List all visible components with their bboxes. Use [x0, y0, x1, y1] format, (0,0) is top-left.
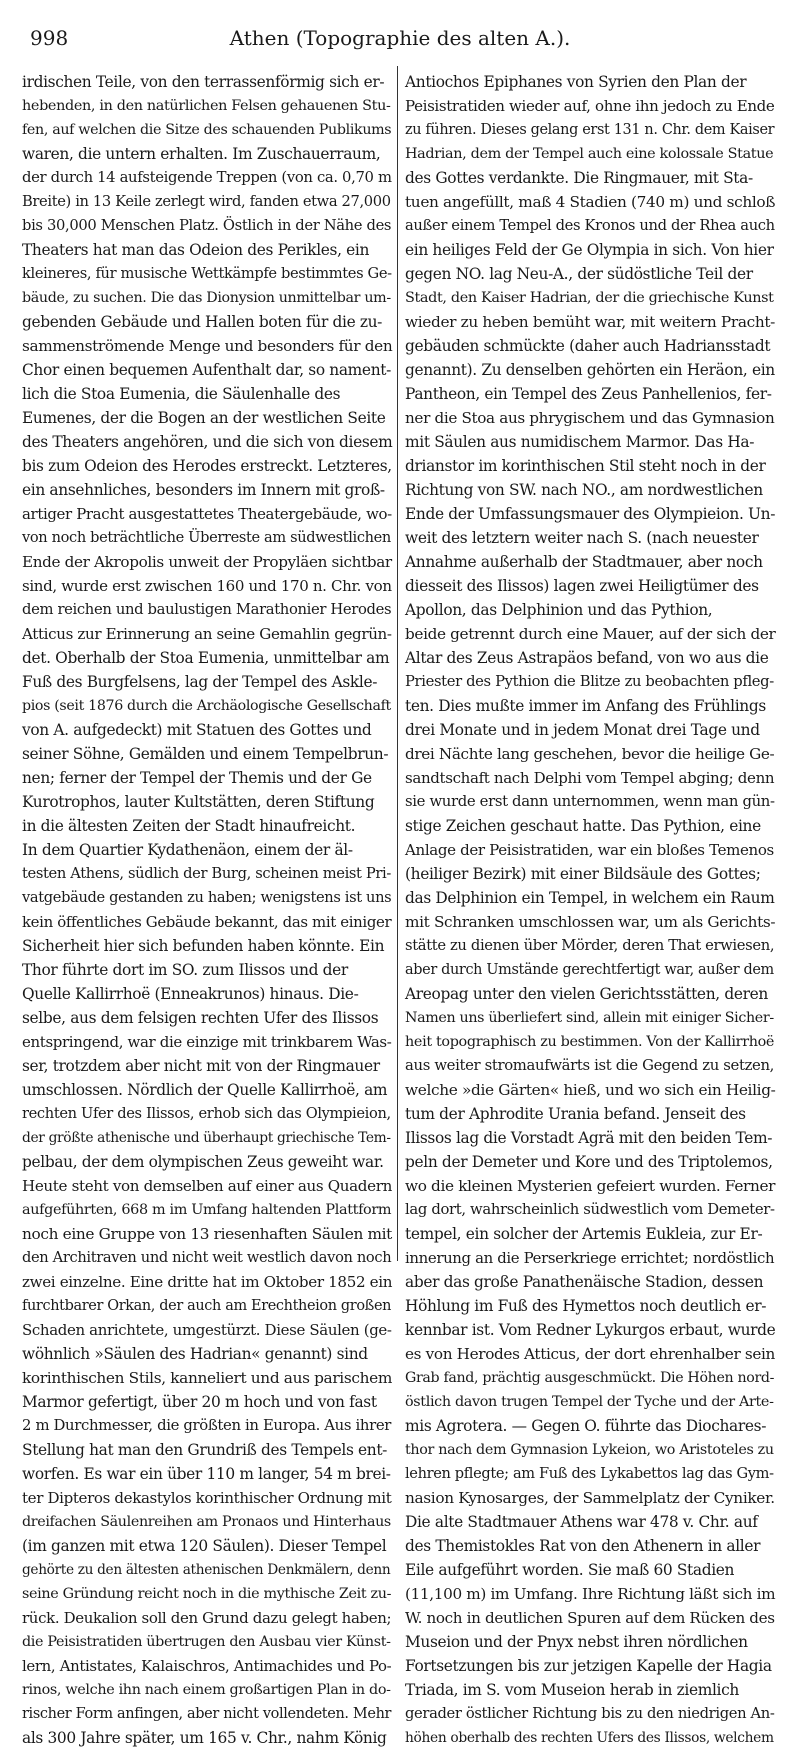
text-line: in die ältesten Zeiten der Stadt hinaufreicht.	[22, 817, 356, 835]
text-line: pelbau, der dem olympischen Zeus geweiht war.	[22, 1153, 384, 1171]
text-line: Apollon, das Delphinion und das Pythion,	[405, 601, 713, 619]
text-line: zu führen. Dieses gelang erst 131 n. Chr. dem Kaiser	[405, 122, 775, 138]
text-line: korinthischen Stils, kanneliert und aus parischem	[22, 1369, 392, 1387]
column-divider	[397, 66, 398, 1261]
text-line: östlich davon trugen Tempel der Tyche und der Arte-	[405, 1394, 774, 1410]
text-line: Theaters hat man das Odeion des Perikles, ein	[22, 241, 370, 259]
text-line: Altar des Zeus Astrapäos befand, von wo aus die	[405, 649, 769, 667]
text-line: heit topographisch zu bestimmen. Von der Kallirrhoë	[405, 1034, 775, 1050]
text-line: Chor einen bequemen Aufenthalt dar, so nament-	[22, 361, 391, 379]
text-line: peln der Demeter und Kore und des Triptolemos,	[405, 1153, 773, 1171]
text-line: selbe, aus dem felsigen rechten Ufer des Ilissos	[22, 1009, 379, 1027]
text-line: umschlossen. Nördlich der Quelle Kallirrhoë, am	[22, 1081, 388, 1099]
text-line: von noch beträchtliche Überreste am südwestlichen	[22, 529, 391, 546]
text-line: zwei einzelne. Eine dritte hat im Oktober 1852 ein	[22, 1273, 393, 1291]
text-line: Triada, im S. vom Museion herab in ziemlich	[405, 1681, 739, 1699]
text-line: es von Herodes Atticus, der dort ehrenhalber sein	[405, 1345, 776, 1363]
text-line: gegen NO. lag Neu-A., der südöstliche Teil der	[405, 265, 753, 283]
text-line: sie wurde erst dann unternommen, wenn man gün-	[405, 793, 775, 810]
text-line: innerung an die Perserkriege errichtet; nordöstlich	[405, 1249, 775, 1267]
text-line: Ende der Akropolis unweit der Propyläen sichtbar	[22, 553, 392, 571]
text-line: lich die Stoa Eumenia, die Säulenhalle des	[22, 385, 341, 403]
text-line: vatgebäude gestanden zu haben; wenigstens ist uns	[22, 889, 392, 906]
text-line: tum der Aphrodite Urania befand. Jenseit des	[405, 1105, 746, 1123]
text-line: wieder zu heben bemüht war, mit weitern Pracht-	[405, 313, 776, 331]
text-line: Richtung von SW. nach NO., am nordwestlichen	[405, 481, 763, 499]
text-line: (11,100 m) im Umfang. Ihre Richtung läßt sich im	[405, 1585, 776, 1603]
page-header	[30, 26, 770, 56]
text-line: die Peisistratiden übertrugen den Ausbau vier Künst-	[22, 1634, 391, 1650]
text-line: außer einem Tempel des Kronos und der Rhea auch	[405, 217, 775, 234]
text-line: noch eine Gruppe von 13 riesenhaften Säulen mit	[22, 1225, 392, 1243]
text-line: Fuß des Burgfelsens, lag der Tempel des Askle-	[22, 673, 378, 691]
text-line: (im ganzen mit etwa 120 Säulen). Dieser Tempel	[22, 1537, 387, 1555]
text-line: seiner Söhne, Gemälden und einem Tempelbrun-	[22, 745, 389, 763]
text-line: seine Gründung reicht noch in die mythische Zeit zu-	[22, 1586, 392, 1602]
text-line: höhen oberhalb des rechten Ufers des Ilissos, welchem	[405, 1730, 774, 1746]
text-line: rechten Ufer des Ilissos, erhob sich das Olympieion,	[22, 1105, 391, 1122]
text-line: mis Agrotera. — Gegen O. führte das Diochares-	[405, 1417, 767, 1435]
text-line: der größte athenische und überhaupt griechische Tem-	[22, 1130, 391, 1146]
text-line: kein öffentliches Gebäude bekannt, das mit einiger	[22, 913, 392, 931]
text-line: gehörte zu den ältesten athenischen Denkmälern, denn	[22, 1562, 391, 1578]
text-line: Annahme außerhalb der Stadtmauer, aber noch	[405, 553, 763, 571]
text-line: wöhnlich »Säulen des Hadrian« genannt) sind	[22, 1345, 368, 1363]
text-line: Areopag unter den vielen Gerichtsstätten, deren	[405, 985, 768, 1003]
text-line: hebenden, in den natürlichen Felsen gehauenen Stu-	[22, 98, 391, 114]
text-line: ein heiliges Feld der Ge Olympia in sich. Von hier	[405, 241, 774, 259]
text-line: ner die Stoa aus phrygischem und das Gymnasion	[405, 409, 775, 427]
text-line: worfen. Es war ein über 110 m langer, 54 m brei-	[22, 1465, 391, 1483]
text-line: Kurotrophos, lauter Kultstätten, deren Stiftung	[22, 793, 375, 811]
text-line: Eumenes, der die Bogen an der westlichen Seite	[22, 409, 386, 427]
page-number: 998	[30, 26, 69, 50]
text-line: kennbar ist. Vom Redner Lykurgos erbaut, wurde	[405, 1321, 776, 1339]
text-line: gebäuden schmückte (daher auch Hadriansstadt	[405, 337, 771, 355]
text-line: der durch 14 aufsteigende Treppen (von ca. 0,70 m	[22, 169, 392, 186]
text-line: drei Monate und in jedem Monat drei Tage und	[405, 721, 760, 739]
right-column	[405, 70, 776, 1746]
text-line: Quelle Kallirrhoë (Enneakrunos) hinaus. Die-	[22, 985, 359, 1003]
text-line: Grab fand, prächtig ausgeschmückt. Die Höhen nord-	[405, 1370, 775, 1386]
text-line: rischer Form anfingen, aber nicht vollendeten. Mehr	[22, 1706, 392, 1722]
text-line: (heiliger Bezirk) mit einer Bildsäule des Gottes;	[405, 865, 761, 883]
text-line: W. noch in deutlichen Spuren auf dem Rücken des	[405, 1609, 775, 1627]
text-line: pios (seit 1876 durch die Archäologische Gesellschaft	[22, 698, 391, 714]
text-line: 2 m Durchmesser, die größten in Europa. Aus ihrer	[22, 1417, 391, 1434]
text-line: bis zum Odeion des Herodes erstreckt. Letzteres,	[22, 457, 392, 475]
text-line: aber das große Panathenäische Stadion, dessen	[405, 1273, 764, 1291]
text-line: Pantheon, ein Tempel des Zeus Panhellenios, fer-	[405, 385, 772, 403]
text-line: genannt). Zu denselben gehörten ein Heräon, ein	[405, 361, 775, 379]
text-line: sammenströmende Menge und besonders für den	[22, 337, 393, 355]
text-line: Eile aufgeführt worden. Sie maß 60 Stadien	[405, 1561, 735, 1579]
text-line: Die alte Stadtmauer Athens war 478 v. Chr. auf	[405, 1513, 758, 1531]
text-line: Thor führte dort im SO. zum Ilissos und der	[22, 961, 348, 979]
text-line: von A. aufgedeckt) mit Statuen des Gottes und	[22, 721, 372, 739]
text-line: lag dort, wahrscheinlich südwestlich vom Demeter-	[405, 1201, 775, 1218]
text-line: waren, die untern erhalten. Im Zuschauerraum,	[22, 145, 381, 163]
text-line: ter Dipteros dekastylos korinthischer Ordnung mit	[22, 1489, 392, 1507]
text-line: Sicherheit hier sich befunden haben könnte. Ein	[22, 937, 385, 955]
text-line: den Architraven und nicht weit westlich davon noch	[22, 1249, 392, 1266]
text-line: als 300 Jahre später, um 165 v. Chr., nahm König	[22, 1729, 387, 1747]
text-line: Atticus zur Erinnerung an seine Gemahlin gegrün-	[22, 625, 392, 643]
text-line: Marmor gefertigt, über 20 m hoch und von fast	[22, 1393, 377, 1411]
text-line: dem reichen und baulustigen Marathonier Herodes	[22, 601, 392, 618]
text-line: kleineres, für musische Wettkämpfe bestimmtes Ge-	[22, 265, 392, 282]
left-column	[22, 70, 393, 1747]
text-line: entspringend, war die einzige mit trinkbarem Was-	[22, 1033, 392, 1051]
text-line: Schaden anrichtete, umgestürzt. Diese Säulen (ge-	[22, 1321, 392, 1339]
text-line: drei Nächte lang geschehen, bevor die heilige Ge-	[405, 745, 775, 763]
text-line: furchtbarer Orkan, der auch am Erechtheion großen	[22, 1298, 392, 1314]
text-line: rück. Deukalion soll den Grund dazu gelegt haben;	[22, 1609, 392, 1627]
text-line: nen; ferner der Tempel der Themis und der Ge	[22, 769, 372, 787]
text-line: beide getrennt durch eine Mauer, auf der sich der	[405, 625, 776, 643]
text-line: Ende der Umfassungsmauer des Olympieion. Un-	[405, 505, 776, 523]
text-line: Museion und der Pnyx nebst ihren nördlichen	[405, 1633, 748, 1651]
text-line: Heute steht von demselben auf einer aus Quadern	[22, 1177, 392, 1195]
text-line: des Gottes verdankte. Die Ringmauer, mit Sta-	[405, 169, 753, 187]
text-line: ein ansehnliches, besonders im Innern mit groß-	[22, 481, 385, 499]
text-line: welche »die Gärten« hieß, und wo sich ein Heilig-	[405, 1081, 776, 1099]
text-line: aber durch Umstände gerechtfertigt war, außer dem	[405, 962, 774, 978]
text-line: Höhlung im Fuß des Hymettos noch deutlich er-	[405, 1297, 767, 1315]
text-line: In dem Quartier Kydathenäon, einem der äl-	[22, 841, 353, 859]
text-line: Priester des Pythion die Blitze zu beobachten pfleg-	[405, 673, 774, 690]
text-line: irdischen Teile, von den terrassenförmig sich er-	[22, 73, 385, 91]
text-line: mit Schranken umschlossen war, um als Gerichts-	[405, 913, 776, 931]
text-line: Peisistratiden wieder auf, ohne ihn jedoch zu Ende	[405, 97, 775, 115]
text-line: des Themistokles Rat von den Athenern in aller	[405, 1537, 761, 1555]
text-line: Hadrian, dem der Tempel auch eine kolossale Statue	[405, 146, 774, 162]
text-line: tempel, ein solcher der Artemis Eukleia, zur Er-	[405, 1225, 763, 1243]
text-line: des Theaters angehören, und die sich von diesem	[22, 433, 393, 451]
text-line: rinos, welche ihn nach einem großartigen Plan in do-	[22, 1682, 391, 1698]
text-line: thor nach dem Gymnasion Lykeion, wo Aristoteles zu	[405, 1442, 774, 1458]
text-line: Stellung hat man den Grundriß des Tempels ent-	[22, 1441, 388, 1459]
text-line: Stadt, den Kaiser Hadrian, der die griechische Kunst	[405, 290, 774, 306]
text-line: lern, Antistates, Kalaischros, Antimachides und Po-	[22, 1657, 392, 1675]
running-head: Athen (Topographie des alten A.).	[229, 26, 571, 50]
text-line: det. Oberhalb der Stoa Eumenia, unmittelbar am	[22, 649, 390, 667]
text-line: das Delphinion ein Tempel, in welchem ein Raum	[405, 889, 775, 907]
text-line: stätte zu dienen über Mörder, deren That erwiesen,	[405, 937, 775, 954]
text-line: gebenden Gebäude und Hallen boten für die zu-	[22, 313, 383, 331]
text-line: Anlage der Peisistratiden, war ein bloßes Temenos	[405, 841, 774, 859]
text-line: ten. Dies mußte immer im Anfang des Frühlings	[405, 697, 766, 715]
text-line: aus weiter stromaufwärts ist die Gegend zu setzen,	[405, 1057, 775, 1074]
text-line: Namen uns überliefert sind, allein mit einiger Sicher-	[405, 1010, 774, 1026]
text-line: Fortsetzungen bis zur jetzigen Kapelle der Hagia	[405, 1657, 772, 1675]
text-line: artiger Pracht ausgestattetes Theatergebäude, wo-	[22, 505, 392, 523]
text-line: gerader östlicher Richtung bis zu den niedrigen An-	[405, 1705, 775, 1722]
text-line: Breite) in 13 Keile zerlegt wird, fanden etwa 27,000	[22, 193, 391, 210]
text-line: mit Säulen aus numidischem Marmor. Das Ha-	[405, 433, 755, 451]
text-line: bis 30,000 Menschen Platz. Östlich in der Nähe des	[22, 217, 392, 234]
text-line: dreifachen Säulenreihen am Pronaos und Hinterhaus	[22, 1514, 391, 1530]
text-line: tuen angefüllt, maß 4 Stadien (740 m) und schloß	[405, 193, 776, 211]
text-line: Antiochos Epiphanes von Syrien den Plan der	[405, 73, 747, 91]
text-line: ser, trotzdem aber nicht mit von der Ringmauer	[22, 1057, 380, 1075]
text-line: aufgeführten, 668 m im Umfang haltenden Plattform	[22, 1202, 392, 1218]
text-line: bäude, zu suchen. Die das Dionysion unmittelbar um-	[22, 290, 391, 306]
text-line: sandtschaft nach Delphi vom Tempel abging; denn	[405, 769, 775, 787]
text-line: fen, auf welchen die Sitze des schauenden Publikums	[22, 122, 392, 138]
text-line: stige Zeichen geschaut hatte. Das Pythion, eine	[405, 817, 761, 835]
text-line: diesseit des Ilissos) lagen zwei Heiligtümer des	[405, 577, 759, 595]
text-line: Ilissos lag die Vorstadt Agrä mit den beiden Tem-	[405, 1129, 773, 1147]
text-line: testen Athens, südlich der Burg, scheinen meist Pri-	[22, 865, 391, 882]
text-line: weit des letztern weiter nach S. (nach neuester	[405, 529, 759, 547]
text-line: drianstor im korinthischen Stil steht noch in der	[405, 457, 766, 475]
text-line: lehren pflegte; am Fuß des Lykabettos lag das Gym-	[405, 1465, 774, 1482]
text-line: wo die kleinen Mysterien gefeiert wurden. Ferner	[405, 1177, 776, 1195]
text-line: sind, wurde erst zwischen 160 und 170 n. Chr. von	[22, 577, 392, 595]
text-line: nasion Kynosarges, der Sammelplatz der Cyniker.	[405, 1489, 775, 1507]
